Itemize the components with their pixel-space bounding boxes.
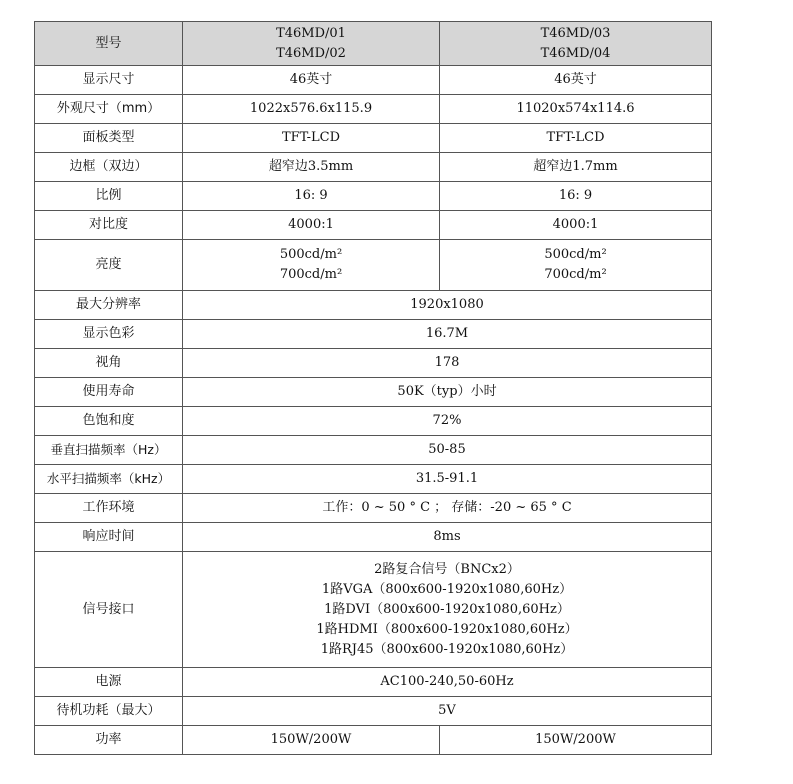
row-label: 水平扫描频率（kHz）: [35, 465, 183, 494]
header-model-group-2: [440, 22, 712, 66]
row-label: 电源: [35, 668, 183, 697]
brightness-value: 500cd/m²: [544, 247, 607, 262]
brightness-value: 500cd/m²: [279, 247, 343, 262]
row-label: 工作环境: [35, 494, 183, 523]
signal-interface-item: 1路DVI（800x600-1920x1080,60Hz）: [324, 601, 570, 617]
row-value-col2: 16: 9: [440, 182, 712, 211]
model-name: T46MD/03: [540, 25, 611, 41]
row-value-span: [183, 552, 712, 668]
row-label: 比例: [35, 182, 183, 211]
row-label: 使用寿命: [35, 378, 183, 407]
row-value-span: 72%: [183, 407, 712, 436]
table-row: [35, 211, 712, 240]
signal-interface-item: 1路VGA（800x600-1920x1080,60Hz）: [321, 581, 573, 597]
row-label: 色饱和度: [35, 407, 183, 436]
table-row: [35, 436, 712, 465]
table-row: [35, 407, 712, 436]
row-value-col2: TFT-LCD: [440, 124, 712, 153]
row-value-span: AC100-240,50-60Hz: [183, 668, 712, 697]
row-value-col1: 150W/200W: [183, 726, 440, 755]
signal-interface-item: 2路复合信号（BNCx2）: [374, 561, 520, 577]
table-row: [35, 668, 712, 697]
row-label: 亮度: [35, 240, 183, 291]
model-name: T46MD/01: [276, 25, 346, 41]
table-row: [35, 291, 712, 320]
table-row: [35, 66, 712, 95]
header-model-group-1: [183, 22, 440, 66]
row-value-col1: 46英寸: [183, 66, 440, 95]
model-name: T46MD/04: [540, 45, 611, 61]
header-label: 型号: [35, 22, 183, 66]
signal-interface-item: 1路RJ45（800x600-1920x1080,60Hz）: [320, 641, 574, 657]
row-label: 响应时间: [35, 523, 183, 552]
row-value-span: 178: [183, 349, 712, 378]
signal-interface-item: 1路HDMI（800x600-1920x1080,60Hz）: [316, 621, 578, 637]
row-value-col2: 150W/200W: [440, 726, 712, 755]
row-value-span: 50K（typ）小时: [183, 378, 712, 407]
table-row: [35, 240, 712, 291]
table-row: [35, 697, 712, 726]
row-value-col2: 46英寸: [440, 66, 712, 95]
row-value-col1: 16: 9: [183, 182, 440, 211]
table-row: [35, 182, 712, 211]
row-value-col2: 超窄边1.7mm: [440, 153, 712, 182]
table-row: [35, 349, 712, 378]
table-row: [35, 95, 712, 124]
row-value-col1: [183, 240, 440, 291]
row-value-col1: 超窄边3.5mm: [183, 153, 440, 182]
table-row: [35, 320, 712, 349]
row-value-col2: 11020x574x114.6: [440, 95, 712, 124]
brightness-value: 700cd/m²: [279, 267, 343, 282]
row-value-span: 1920x1080: [183, 291, 712, 320]
table-row: [35, 153, 712, 182]
row-value-span: 16.7M: [183, 320, 712, 349]
row-label: 外观尺寸（mm）: [35, 95, 183, 124]
row-label: 对比度: [35, 211, 183, 240]
table-row: [35, 465, 712, 494]
row-label: 待机功耗（最大）: [35, 697, 183, 726]
row-label: 边框（双边）: [35, 153, 183, 182]
row-label: 信号接口: [35, 552, 183, 668]
row-label: 显示尺寸: [35, 66, 183, 95]
row-value-col2: [440, 240, 712, 291]
brightness-value: 700cd/m²: [544, 267, 607, 282]
row-label: 面板类型: [35, 124, 183, 153]
row-label: 显示色彩: [35, 320, 183, 349]
model-name: T46MD/02: [276, 45, 346, 61]
row-value-col2: 4000:1: [440, 211, 712, 240]
row-value-span: 50-85: [183, 436, 712, 465]
table-row: [35, 523, 712, 552]
table-row: [35, 378, 712, 407]
row-label: 垂直扫描频率（Hz）: [35, 436, 183, 465]
spec-table: [34, 21, 712, 755]
table-row: [35, 726, 712, 755]
row-value-col1: 4000:1: [183, 211, 440, 240]
row-value-col1: TFT-LCD: [183, 124, 440, 153]
row-label: 最大分辨率: [35, 291, 183, 320]
row-label: 视角: [35, 349, 183, 378]
row-value-span: 8ms: [183, 523, 712, 552]
row-value-span: 31.5-91.1: [183, 465, 712, 494]
row-value-span: 工作：0 ~ 50 ° C ； 存储：-20 ~ 65 ° C: [183, 494, 712, 523]
row-value-col1: 1022x576.6x115.9: [183, 95, 440, 124]
table-row: [35, 552, 712, 668]
row-label: 功率: [35, 726, 183, 755]
table-header-row: [35, 22, 712, 66]
row-value-span: 5V: [183, 697, 712, 726]
table-row: [35, 124, 712, 153]
table-row: [35, 494, 712, 523]
